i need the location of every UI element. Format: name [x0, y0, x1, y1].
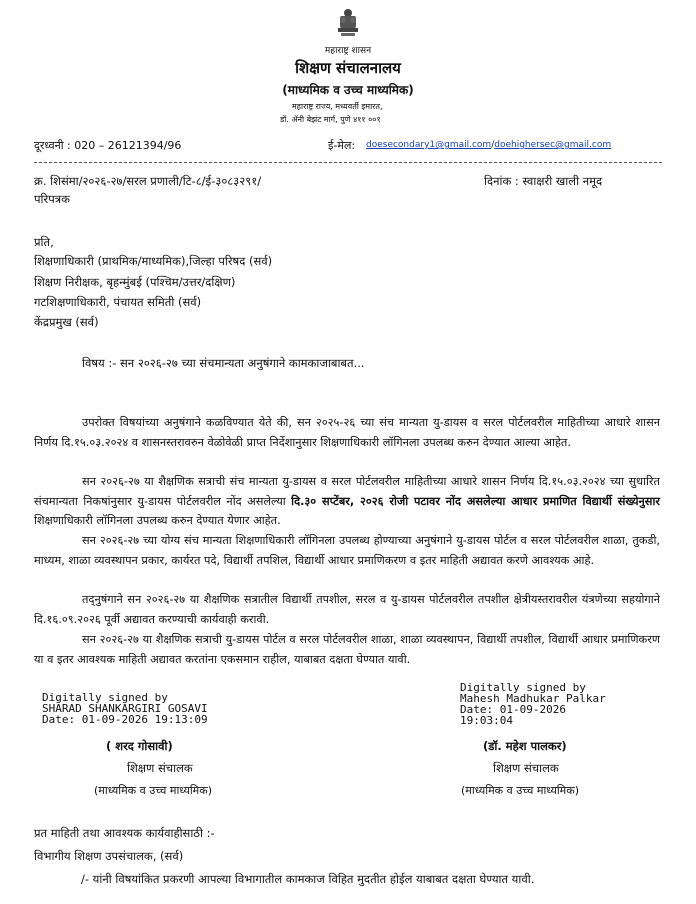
- email-label: ई-मेल:: [328, 139, 356, 152]
- signatory-office-left: (माध्यमिक व उच्च माध्यमिक): [94, 784, 212, 797]
- recipient-line: शिक्षण निरीक्षक, बृहन्मुंबई (पश्चिम/उत्तर/दक्षिण): [34, 275, 236, 289]
- email-line: [366, 140, 611, 150]
- subject-line: विषय :- सन २०२६-२७ च्या संचमान्यता अनुषंगाने कामकाजाबाबत...: [82, 356, 365, 370]
- state-emblem-icon: [331, 6, 365, 40]
- address-line-1: महाराष्ट्र राज्य, मध्यवर्ती इमारत,: [292, 102, 383, 111]
- email-separator: /: [491, 140, 495, 150]
- signatory-name-left: ( शरद गोसावी): [106, 739, 173, 753]
- document-type: परिपत्रक: [34, 192, 70, 206]
- reference-date: दिनांक : स्वाक्षरी खाली नमूद: [484, 174, 603, 188]
- copy-to-line: विभागीय शिक्षण उपसंचालक, (सर्व): [34, 849, 184, 863]
- signatory-name-right: (डॉ. महेश पालकर): [483, 739, 567, 753]
- body-paragraph: उपरोक्त विषयांच्या अनुषंगाने कळविण्यात येते की, सन २०२५-२६ च्या संच मान्यता यु-डायस व सरल पोर्टलवरील माहितीच्या आधारे शासन निर्णय दि.१५.०३.२०२४ व शासनस्तरावरुन वेळोवेळी प्राप्त निर्देशानुसार शिक्षणाधिकारी लॉगिनला उपलब्ध करुन देण्यात आल्या आहेत.: [34, 416, 660, 449]
- header-divider: [34, 162, 662, 163]
- signature-text: Date: 01-09-2026 19:13:09: [42, 713, 208, 726]
- digital-signature-left: [42, 692, 208, 725]
- signatory-title-right: शिक्षण संचालक: [493, 761, 559, 775]
- body-paragraph: सन २०२६-२७ या शैक्षणिक सत्राची यु-डायस पोर्टल व सरल पोर्टलवरील शाळा, शाळा व्यवस्थापन, विद्यार्थी तपशील, विद्यार्थी आधार प्रमाणिकरण या व इतर आवश्यक माहिती अद्यावत करतांना एकसमान राहील, याबाबत दक्षता घेण्यात यावी.: [34, 633, 660, 666]
- signature-text: Date: 01-09-2026: [460, 703, 566, 716]
- department-title: शिक्षण संचालनालय: [295, 59, 401, 77]
- deadline-emphasis: दि.३० सप्टेंबर, २०२६ रोजी पटावर नोंद असलेल्या आधार प्रमाणित विद्यार्थी संख्येनुसार: [291, 494, 660, 508]
- digital-signature-right: [460, 682, 606, 726]
- address-line-2: डॉ. ॲनी बेझंट मार्ग, पुणे ४११ ००१: [280, 115, 381, 124]
- signatory-office-right: (माध्यमिक व उच्च माध्यमिक): [461, 784, 579, 797]
- email-link-secondary[interactable]: doesecondary1@gmail.com: [366, 140, 492, 150]
- phone-number: दूरध्वनी : 020 – 26121394/96: [34, 139, 182, 152]
- body-paragraph: तद्नुषंगाने सन २०२६-२७ या शैक्षणिक सत्रातील विद्यार्थी तपशील, सरल व यु-डायस पोर्टलवरील तपशील क्षेत्रीयस्तरावरील यंत्रणेच्या सहयोगाने दि.१६.०९.२०२६ पूर्वी अद्यावत करण्याची कार्यवाही करावी.: [34, 593, 660, 626]
- signature-text: Digitally signed by: [42, 691, 168, 704]
- signature-text: SHARAD SHANKARGIRI GOSAVI: [42, 702, 208, 715]
- signature-text: Digitally signed by: [460, 681, 586, 694]
- government-name: महाराष्ट्र शासन: [324, 46, 372, 56]
- body-paragraph: सन २०२६-२७ या शैक्षणिक सत्राची संच मान्यता यु-डायस व सरल पोर्टलवरील माहितीच्या आधारे शासन निर्णय दि.१५.०३.२०२४ च्या सुधारित संचमान्यता निकषांनुसार यु-डायस पोर्टलवरील नोंद असलेल्या दि.३० सप्टेंबर, २०२६ रोजी पटावर नोंद असलेल्या आधार प्रमाणित विद्यार्थी संख्येनुसार शिक्षणाधिकारी लॉगिनला उपलब्ध करुन देण्यात येणार आहेत.: [34, 475, 660, 527]
- recipient-line: गटशिक्षणाधिकारी, पंचायत समिती (सर्व): [34, 295, 202, 309]
- copy-to-heading: प्रत माहिती तथा आवश्यक कार्यवाहीसाठी :-: [34, 826, 215, 840]
- email-link-higher-secondary[interactable]: doehighersec@gmail.com: [494, 140, 612, 150]
- recipient-line: केंद्रप्रमुख (सर्व): [34, 315, 99, 329]
- signatory-title-left: शिक्षण संचालक: [127, 761, 193, 775]
- department-subtitle: (माध्यमिक व उच्च माध्यमिक): [282, 83, 414, 97]
- recipient-line: शिक्षणाधिकारी (प्राथमिक/माध्यमिक),जिल्हा परिषद (सर्व): [34, 254, 273, 268]
- reference-number: क्र. शिसंमा/२०२६-२७/सरल प्रणाली/टि-८/ई-३०८३२९१/: [34, 174, 262, 188]
- body-paragraph: सन २०२६-२७ च्या योग्य संच मान्यता शिक्षणाधिकारी लॉगिनला उपलब्ध होण्याच्या अनुषंगाने यु-डायस पोर्टल व सरल पोर्टलवरील शाळा, तुकडी, माध्यम, शाळा व्यवस्थापन प्रकार, कार्यरत पदे, विद्यार्थी तपशिल, विद्यार्थी आधार प्रमाणिकरण व इतर माहिती अद्यावत करणे आवश्यक आहे.: [34, 534, 660, 567]
- signature-text: 19:03:04: [460, 714, 513, 727]
- recipient-salutation: प्रति,: [34, 235, 54, 249]
- copy-to-instruction: /- यांनी विषयांकित प्रकरणी आपल्या विभागातील कामकाज विहित मुदतीत होईल याबाबत दक्षता घेण्यात यावी.: [81, 872, 535, 886]
- signature-text: Mahesh Madhukar Palkar: [460, 692, 606, 705]
